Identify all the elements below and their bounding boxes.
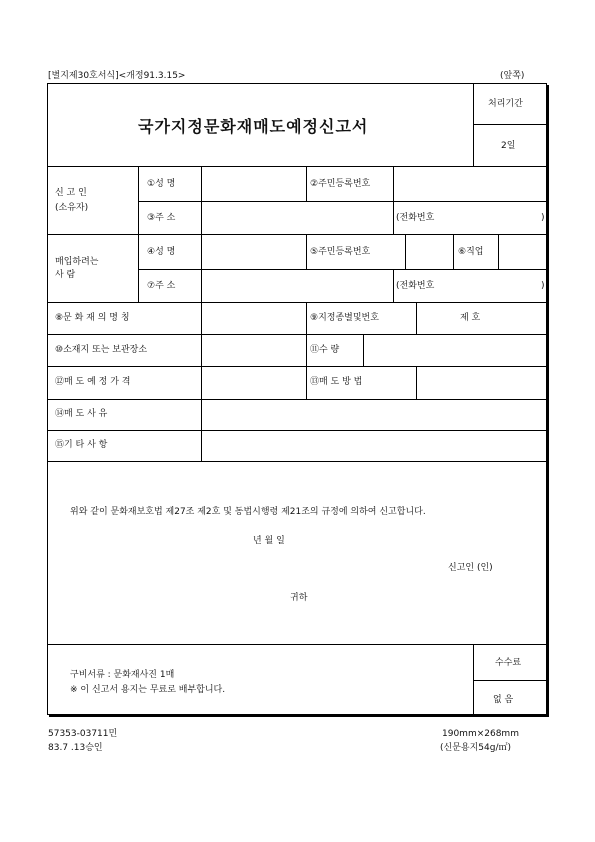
divider — [48, 302, 548, 303]
buyer-name-label: ④성 명 — [147, 247, 176, 257]
divider — [138, 201, 548, 202]
buyer-label: 매입하려는 — [55, 257, 99, 267]
report-form — [47, 83, 547, 715]
approval-date: 83.7 .13승인 — [48, 743, 103, 753]
method-label: ⑬매 도 방 법 — [310, 377, 363, 387]
buyer-sublabel: 사 람 — [55, 270, 76, 280]
divider — [393, 166, 394, 201]
other-label: ⑮기 타 사 항 — [55, 440, 108, 450]
divider — [48, 234, 548, 235]
location-label: ⑩소재지 또는 보관장소 — [55, 345, 148, 355]
reporter-address-label: ③주 소 — [147, 213, 176, 223]
declaration-text: 위와 같이 문화재보호법 제27조 제2호 및 동법시행령 제21조의 규정에 의하여 신고합니다. — [70, 507, 426, 517]
divider — [405, 234, 406, 269]
reporter-id-label: ②주민등록번호 — [310, 179, 371, 189]
divider — [138, 269, 548, 270]
required-documents: 구비서류 : 문화재사진 1매 — [70, 670, 175, 680]
divider — [473, 84, 474, 166]
form-title: 국가지정문화재매도예정신고서 — [138, 117, 369, 136]
divider — [393, 269, 394, 302]
buyer-job-label: ⑥직업 — [458, 247, 484, 257]
reporter-name-label: ①성 명 — [147, 179, 176, 189]
divider — [416, 302, 417, 334]
signer-line: 신고인 (인) — [448, 563, 493, 573]
divider — [473, 644, 474, 716]
buyer-address-label: ⑦주 소 — [147, 281, 176, 291]
divider — [48, 461, 548, 462]
date-line: 년 월 일 — [253, 536, 285, 546]
buyer-id-label: ⑤주민등록번호 — [310, 247, 371, 257]
fee-label: 수수료 — [495, 658, 522, 668]
form-code: 57353-03711민 — [48, 729, 118, 739]
page-side-label: (앞쪽) — [500, 71, 525, 81]
divider — [416, 366, 417, 399]
divider — [473, 680, 548, 681]
reporter-label: 신 고 인 — [55, 188, 87, 198]
divider — [306, 166, 307, 201]
divider — [393, 201, 394, 234]
price-label: ⑫매 도 예 정 가 격 — [55, 377, 131, 387]
divider — [453, 234, 454, 269]
fee-value: 없 음 — [493, 695, 514, 705]
designation-label: ⑨지정종별및번호 — [310, 313, 379, 323]
reporter-sublabel: (소유자) — [55, 203, 89, 213]
divider — [48, 334, 548, 335]
divider — [306, 334, 307, 366]
divider — [306, 302, 307, 334]
designation-value: 제 호 — [460, 313, 481, 323]
divider — [498, 234, 499, 269]
addressee: 귀하 — [290, 593, 308, 603]
divider — [48, 399, 548, 400]
buyer-phone-close: ) — [541, 281, 545, 291]
paper-type: (신문용지54g/㎡) — [440, 743, 511, 753]
divider — [306, 234, 307, 269]
reporter-phone-close: ) — [541, 213, 545, 223]
divider — [363, 334, 364, 366]
divider — [473, 124, 548, 125]
divider — [201, 166, 202, 461]
quantity-label: ⑪수 량 — [310, 345, 340, 355]
divider — [48, 430, 548, 431]
free-form-note: ※ 이 신고서 용지는 무료로 배부합니다. — [70, 685, 226, 695]
processing-period-label: 처리기간 — [488, 99, 523, 109]
reason-label: ⑭매 도 사 유 — [55, 409, 108, 419]
divider — [306, 366, 307, 399]
buyer-phone-label: (전화번호 — [396, 281, 435, 291]
divider — [48, 366, 548, 367]
divider — [48, 166, 548, 167]
paper-size: 190mm×268mm — [442, 729, 519, 739]
reporter-phone-label: (전화번호 — [396, 213, 435, 223]
asset-name-label: ⑧문 화 재 의 명 칭 — [55, 313, 130, 323]
processing-period-value: 2일 — [501, 141, 516, 151]
divider — [138, 166, 139, 302]
form-number-label: [별지제30호서식]<개정91.3.15> — [48, 71, 186, 81]
